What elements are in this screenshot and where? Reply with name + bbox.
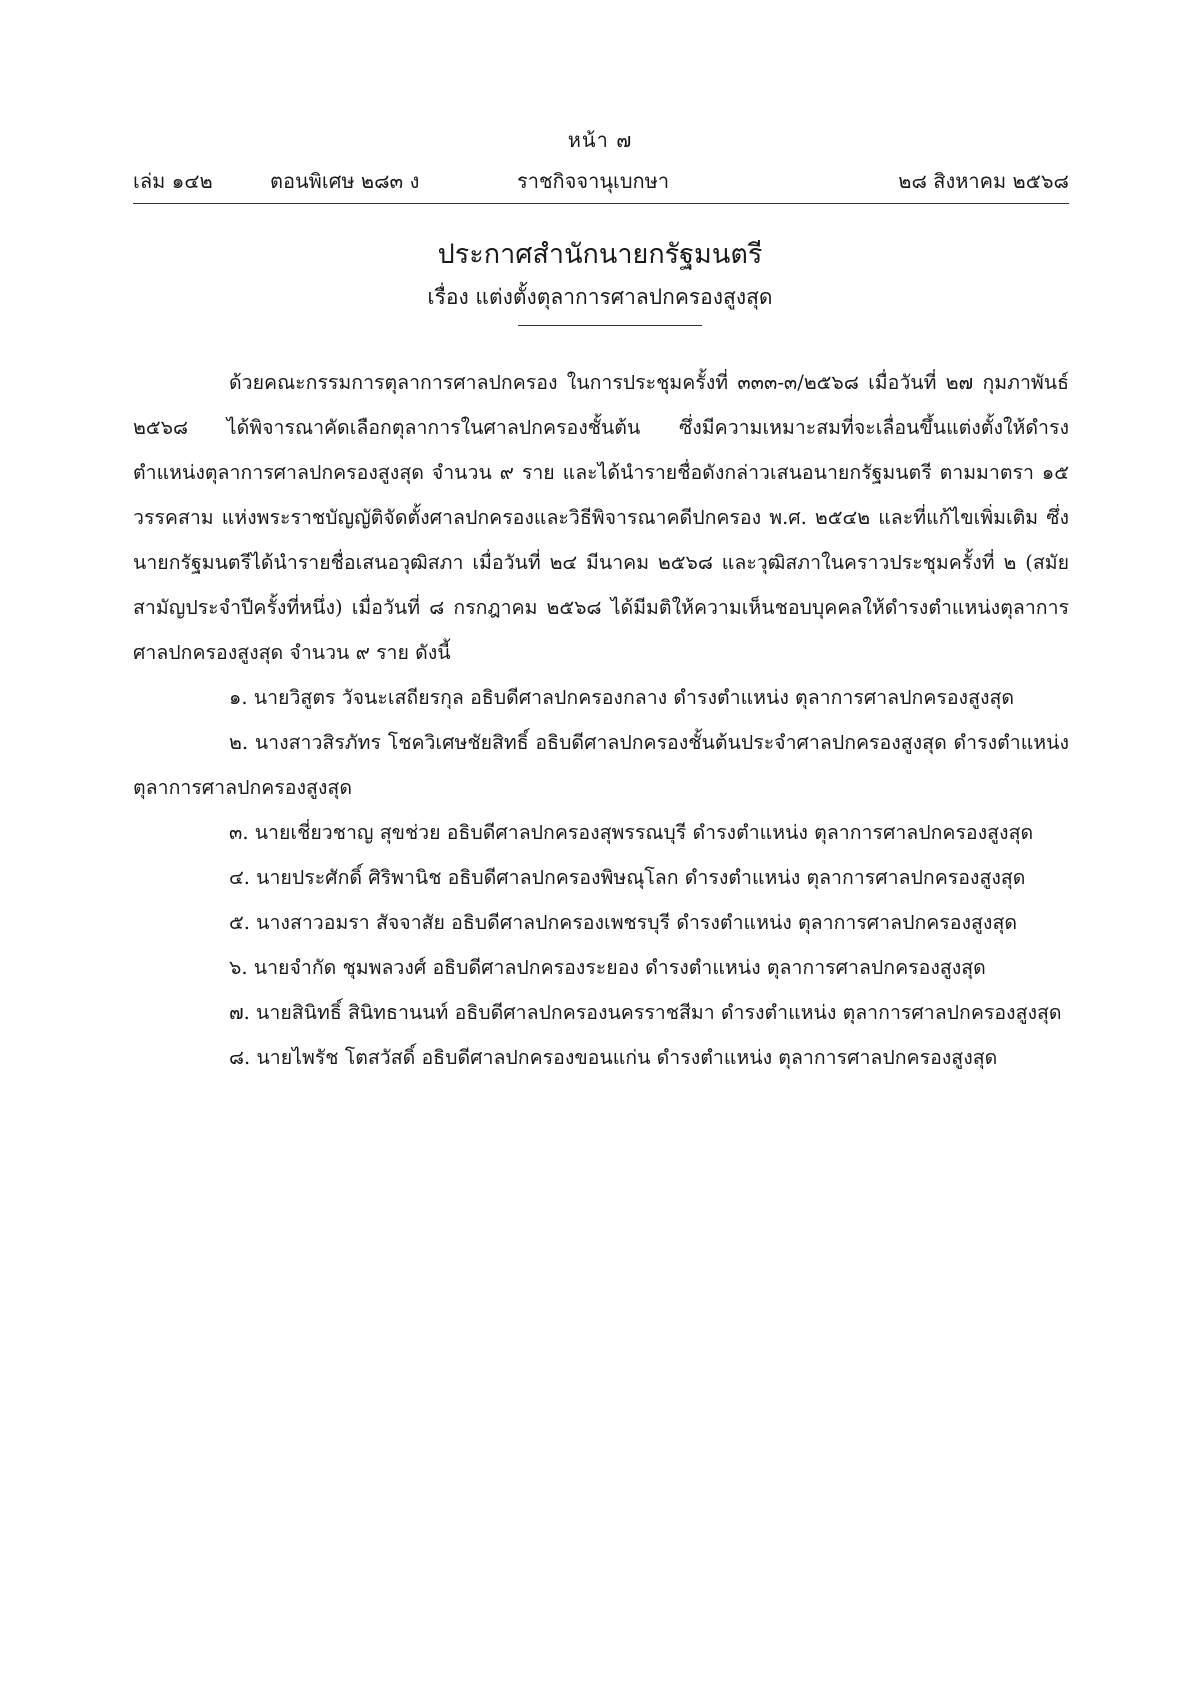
- appointee-item: ๘. นายไพรัช โตสวัสดิ์ อธิบดีศาลปกครองขอนแก่น ดำรงตำแหน่ง ตุลาการศาลปกครองสูงสุด: [229, 1046, 998, 1069]
- appointee-item: ๔. นายประศักดิ์ ศิริพานิช อธิบดีศาลปกครองพิษณุโลก ดำรงตำแหน่ง ตุลาการศาลปกครองสูงสุด: [229, 866, 1026, 889]
- announcement-subject: เรื่อง แต่งตั้งตุลาการศาลปกครองสูงสุด: [427, 285, 773, 309]
- header-divider: [133, 203, 1069, 204]
- gazette-header: [133, 165, 1069, 193]
- volume-number: เล่ม ๑๔๒: [133, 169, 213, 193]
- appointee-item: ๓. นายเชี่ยวชาญ สุขช่วย อธิบดีศาลปกครองสุพรรณบุรี ดำรงตำแหน่ง ตุลาการศาลปกครองสูงสุด: [229, 821, 1034, 844]
- appointee-item: ๒. นางสาวสิรภัทร โชควิเศษชัยสิทธิ์ อธิบดีศาลปกครองชั้นต้นประจำศาลปกครองสูงสุด ดำรงตำแหน่ง ตุลาการศาลปกครองสูงสุด: [133, 731, 1069, 799]
- page-number: หน้า ๗: [567, 128, 633, 152]
- announcement-body: [133, 360, 1069, 1080]
- issue-number: ตอนพิเศษ ๒๘๓ ง: [270, 169, 420, 193]
- appointee-item: ๗. นายสินิทธิ์ สินิทธานนท์ อธิบดีศาลปกครองนครราชสีมา ดำรงตำแหน่ง ตุลาการศาลปกครองสูงสุด: [229, 1001, 1062, 1024]
- appointee-item: ๖. นายจำกัด ชุมพลวงศ์ อธิบดีศาลปกครองระยอง ดำรงตำแหน่ง ตุลาการศาลปกครองสูงสุด: [229, 956, 986, 979]
- publication-date: ๒๘ สิงหาคม ๒๕๖๘: [898, 169, 1069, 193]
- gazette-name: ราชกิจจานุเบกษา: [517, 169, 670, 193]
- title-divider: [518, 325, 702, 326]
- appointee-item: ๑. นายวิสูตร วัจนะเสถียรกุล อธิบดีศาลปกครองกลาง ดำรงตำแหน่ง ตุลาการศาลปกครองสูงสุด: [229, 686, 1015, 709]
- appointee-item: ๕. นางสาวอมรา สัจจาสัย อธิบดีศาลปกครองเพชรบุรี ดำรงตำแหน่ง ตุลาการศาลปกครองสูงสุด: [229, 911, 1018, 934]
- intro-paragraph: ด้วยคณะกรรมการตุลาการศาลปกครอง ในการประชุมครั้งที่ ๓๓๓-๓/๒๕๖๘ เมื่อวันที่ ๒๗ กุมภาพันธ์ ๒๕๖๘ ได้พิจารณาคัดเลือกตุลาการในศาลปกครองชั้นต้น ซึ่งมีความเหมาะสมที่จะเลื่อนขึ้นแต่งตั้งให้ดำรงตำแหน่งตุลาการศาลปกครองสูงสุด จำนวน ๙ ราย และได้นำรายชื่อดังกล่าวเสนอนายกรัฐมนตรี ตามมาตรา ๑๕ วรรคสาม แห่งพระราชบัญญัติจัดตั้งศาลปกครองและวิธีพิจารณาคดีปกครอง พ.ศ. ๒๕๔๒ และที่แก้ไขเพิ่มเติม ซึ่งนายกรัฐมนตรีได้นำรายชื่อเสนอวุฒิสภา เมื่อวันที่ ๒๔ มีนาคม ๒๕๖๘ และวุฒิสภาในคราวประชุมครั้งที่ ๒ (สมัยสามัญประจำปีครั้งที่หนึ่ง) เมื่อวันที่ ๘ กรกฎาคม ๒๕๖๘ ได้มีมติให้ความเห็นชอบบุคคลให้ดำรงตำแหน่งตุลาการศาลปกครองสูงสุด จำนวน ๙ ราย ดังนี้: [133, 371, 1069, 664]
- announcement-title: ประกาศสำนักนายกรัฐมนตรี: [437, 239, 763, 270]
